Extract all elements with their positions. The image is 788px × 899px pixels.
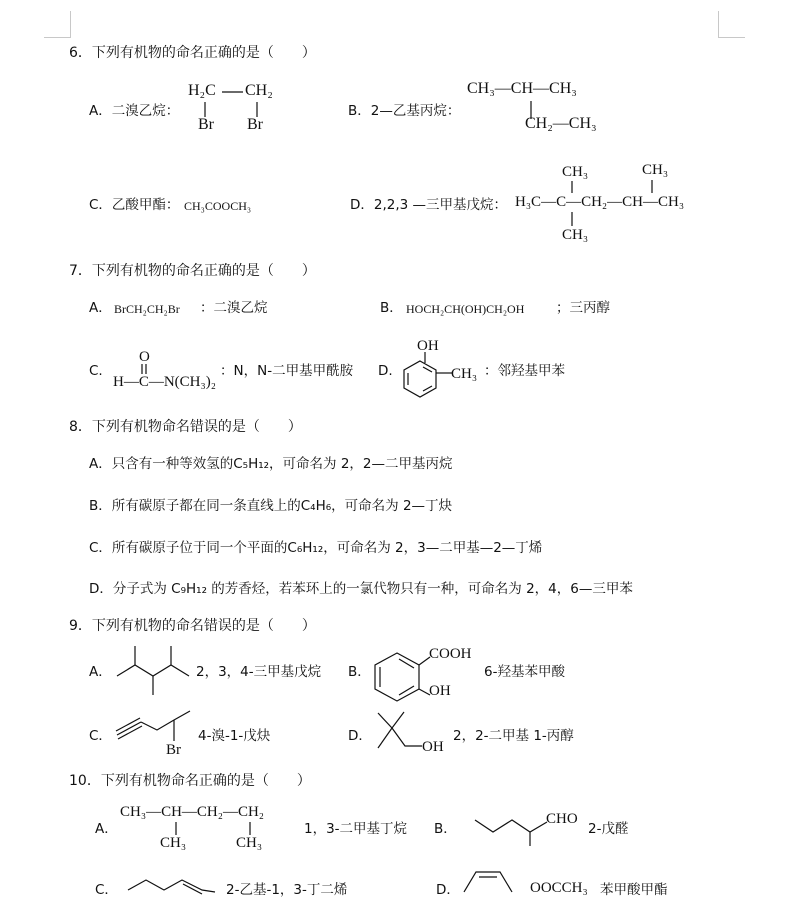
q9-option-a-label: A． — [89, 664, 112, 680]
question-7-stem: 7．下列有机物的命名正确的是（ ） — [69, 263, 316, 279]
q9-option-b-label: B． — [348, 664, 371, 680]
q10-option-c-label: C． — [95, 882, 118, 898]
q9-b-cooh: COOH — [429, 646, 472, 662]
q7-d-oh: OH — [417, 338, 439, 354]
q6-option-a-label: A．二溴乙烷： — [89, 103, 180, 119]
q6-a-top-left: H₂C — [188, 82, 216, 99]
q7-b-name: ；三丙醇 — [556, 300, 610, 316]
q10-d-ring-fragment — [0, 0, 1, 1]
q6-b-top: CH₃—CH—CH₃ — [467, 80, 577, 97]
q9-b-oh: OH — [429, 683, 451, 699]
q6-a-br-left: Br — [198, 116, 214, 133]
q7-a-name: ：二溴乙烷 — [200, 300, 268, 316]
q7-option-a-label: A． — [89, 300, 112, 316]
q6-d-bottom: CH₃ — [562, 227, 589, 243]
q6-a-top-right: CH₂ — [245, 82, 273, 99]
q10-a-main: CH₃—CH—CH₂—CH₂ — [120, 804, 265, 820]
q7-a-formula: BrCH₂CH₂Br — [114, 302, 180, 316]
q10-a-name: 1，3-二甲基丁烷 — [304, 821, 408, 837]
q6-d-top1: CH₃ — [562, 164, 589, 180]
q8-option-b: B．所有碳原子都在同一条直线上的C₄H₆，可命名为 2—丁炔 — [89, 498, 453, 514]
q7-d-ch3: CH₃ — [451, 366, 478, 382]
q9-option-d-label: D． — [348, 728, 372, 744]
question-10-stem: 10．下列有机物命名正确的是（ ） — [69, 773, 311, 789]
q9-b-name: 6-羟基苯甲酸 — [484, 664, 565, 680]
q9-a-name: 2，3，4-三甲基戊烷 — [196, 664, 322, 680]
q10-c-name: 2-乙基-1，3-丁二烯 — [226, 882, 348, 898]
q9-c-br: Br — [166, 742, 181, 758]
q10-option-b-label: B． — [434, 821, 457, 837]
q10-a-sub1: CH₃ — [160, 835, 187, 851]
q7-c-name: ：N，N-二甲基甲酰胺 — [220, 363, 354, 379]
q6-a-br-right: Br — [247, 116, 263, 133]
q10-b-name: 2-戊醛 — [588, 821, 629, 837]
q6-c-formula: CH₃COOCH₃ — [184, 199, 252, 213]
q10-option-a-label: A． — [95, 821, 118, 837]
q6-option-c-label: C．乙酸甲酯： — [89, 197, 180, 213]
margin-corner-mark-right — [718, 11, 745, 38]
q7-c-main: H—C—N(CH₃)₂ — [113, 374, 216, 390]
q9-d-name: 2，2-二甲基 1-丙醇 — [453, 728, 574, 744]
q9-option-c-label: C． — [89, 728, 112, 744]
q10-a-sub2: CH₃ — [236, 835, 263, 851]
q6-d-main: H₃C—C—CH₂—CH—CH₃ — [515, 194, 685, 210]
q7-option-d-label: D. — [378, 363, 393, 379]
q6-option-d-label: D．2,2,3 —三甲基戊烷： — [350, 197, 508, 213]
q6-d-top2: CH₃ — [642, 162, 669, 178]
q10-d-name: 苯甲酸甲酯 — [600, 882, 668, 898]
q10-d-group: OOCCH₃ — [530, 880, 588, 896]
question-9-stem: 9．下列有机物的命名错误的是（ ） — [69, 618, 316, 634]
q10-option-d-label: D． — [436, 882, 460, 898]
q7-c-oxygen: O — [139, 349, 150, 365]
q7-b-formula: HOCH₂CH(OH)CH₂OH — [406, 302, 525, 316]
q7-option-b-label: B． — [380, 300, 403, 316]
q9-d-oh: OH — [422, 739, 444, 755]
q10-b-cho: CHO — [546, 811, 578, 827]
q8-option-a: A．只含有一种等效氢的C₅H₁₂，可命名为 2，2—二甲基丙烷 — [89, 456, 453, 472]
q8-option-d: D．分子式为 C₉H₁₂ 的芳香烃，若苯环上的一氯代物只有一种，可命名为 2，4，6—三甲苯 — [89, 581, 633, 597]
q6-option-b-label: B．2—乙基丙烷： — [348, 103, 461, 119]
q7-d-name: ：邻羟基甲苯 — [484, 363, 565, 379]
question-6-stem: 6．下列有机物的命名正确的是（ ） — [69, 45, 316, 61]
q7-option-c-label: C. — [89, 363, 103, 379]
q9-c-name: 4-溴-1-戊炔 — [198, 728, 271, 744]
q8-option-c: C．所有碳原子位于同一个平面的C₆H₁₂，可命名为 2，3—二甲基—2—丁烯 — [89, 540, 543, 556]
question-8-stem: 8．下列有机物命名错误的是（ ） — [69, 419, 302, 435]
q6-b-bottom: CH₂—CH₃ — [525, 115, 597, 132]
margin-corner-mark-left — [44, 11, 71, 38]
